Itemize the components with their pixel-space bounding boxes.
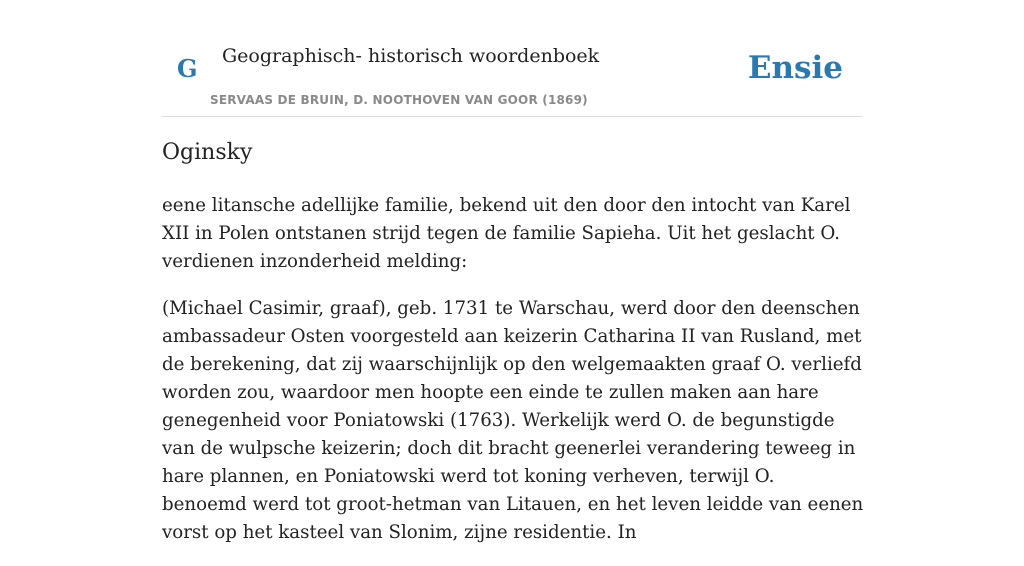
entry-paragraph: eene litansche adellijke familie, bekend uit den door den intocht van Karel XII in Polen ontstanen strijd tegen de familie Sapieha. Uit het geslacht O. verdienen inzonderheid melding: bbox=[162, 195, 851, 272]
entry-title: Oginsky bbox=[162, 140, 253, 165]
entry-content bbox=[162, 192, 864, 566]
book-authors: SERVAAS DE BRUIN, D. NOOTHOVEN VAN GOOR (1869) bbox=[210, 93, 588, 107]
site-header bbox=[162, 0, 862, 117]
entry-paragraph: (Michael Casimir, graaf), geb. 1731 te Warschau, werd door den deenschen ambassadeur Osten voorgesteld aan keizerin Catharina II van Rusland, met de berekening, dat zij waarschijnlijk op den welgemaakten graaf O. verliefd worden zou, waardoor men hoopte een einde te zullen maken aan hare genegenheid voor Poniatowski (1763). Werkelijk werd O. de begunstigde van de wulpsche keizerin; doch dit bracht geenerlei verandering teweeg in hare plannen, en Poniatowski werd tot koning verheven, terwijl O. benoemd werd tot groot-hetman van Litauen, en het leven leidde van eenen vorst op het kasteel van Slonim, zijne residentie. In bbox=[162, 298, 864, 543]
ensie-logo-link[interactable]: Ensie bbox=[747, 50, 843, 86]
book-title[interactable]: Geographisch- historisch woordenboek bbox=[222, 45, 600, 67]
book-logo-letter[interactable]: G bbox=[177, 54, 198, 83]
